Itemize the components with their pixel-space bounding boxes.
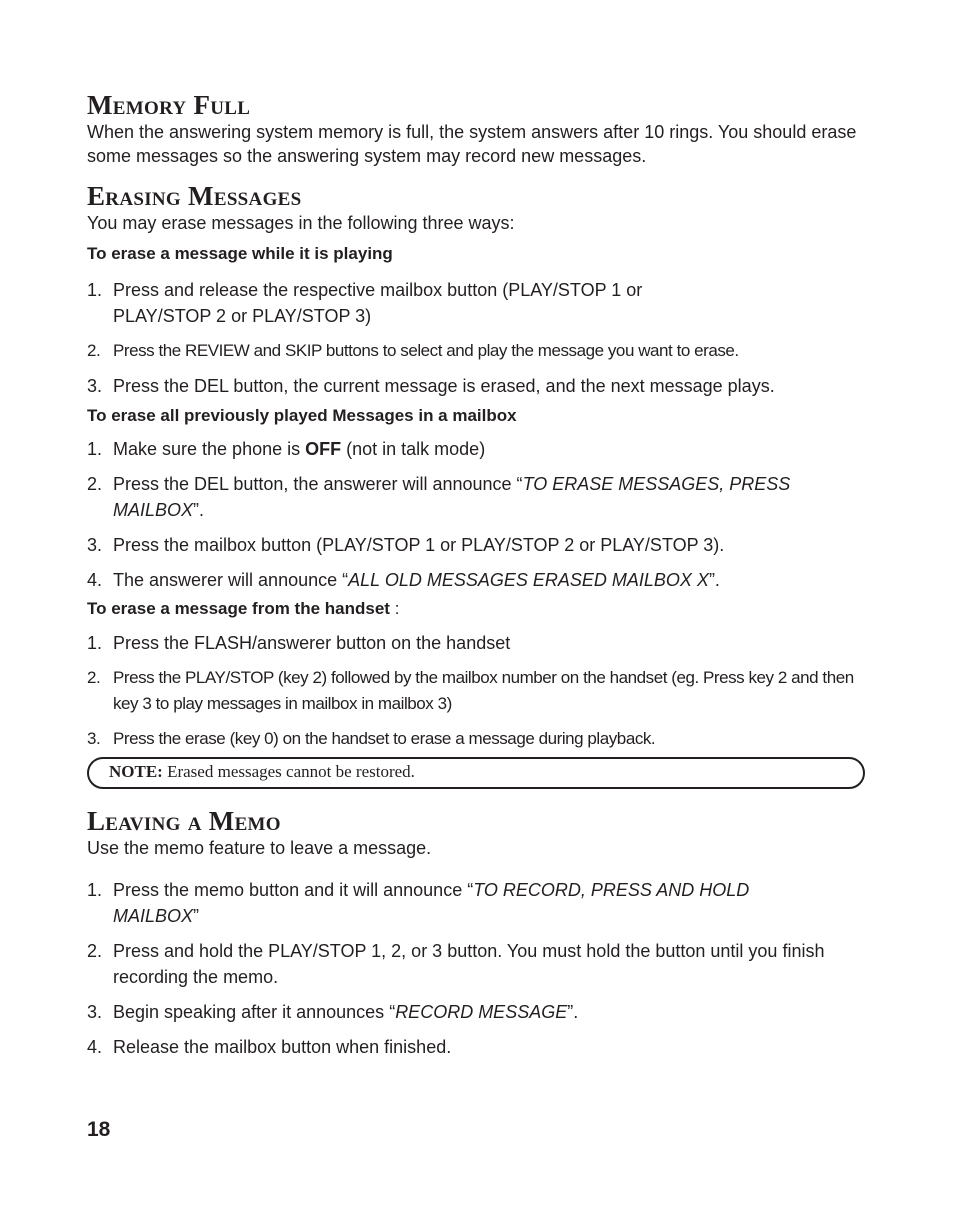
memory-full-heading: Memory Full <box>87 90 251 120</box>
list-item: 2. Press the DEL button, the answerer will announce “TO ERASE MESSAGES, PRESS MAILBOX”. <box>87 474 791 520</box>
note-text: Erased messages cannot be restored. <box>162 762 415 781</box>
erase-played-subheading: To erase all previously played Messages in a mailbox <box>87 406 517 425</box>
page-number: 18 <box>87 1118 111 1141</box>
erase-from-handset-subheading: To erase a message from the handset : <box>87 599 400 618</box>
list-item: 4. Release the mailbox button when finished. <box>87 1037 452 1057</box>
note-box <box>87 757 865 789</box>
list-item: 1. Press the FLASH/answerer button on the handset <box>87 633 511 653</box>
list-item: 3. Press the erase (key 0) on the handset to erase a message during playback. <box>87 729 656 748</box>
erasing-intro: You may erase messages in the following three ways: <box>87 213 515 233</box>
note-label: NOTE: <box>109 762 163 781</box>
list-item: 1. Make sure the phone is OFF (not in talk mode) <box>87 439 486 459</box>
list-item: 2. Press the REVIEW and SKIP buttons to select and play the message you want to erase. <box>87 341 739 360</box>
page-content <box>87 90 867 1060</box>
list-item: 3. Begin speaking after it announces “RECORD MESSAGE”. <box>87 1002 579 1022</box>
memo-intro: Use the memo feature to leave a message. <box>87 838 432 858</box>
memo-steps <box>87 877 867 1060</box>
erasing-messages-heading: Erasing Messages <box>87 181 302 211</box>
erase-played-steps <box>87 436 867 593</box>
list-item: 3. Press the DEL button, the current message is erased, and the next message plays. <box>87 376 775 396</box>
erase-while-playing-subheading: To erase a message while it is playing <box>87 244 393 263</box>
list-item: 3. Press the mailbox button (PLAY/STOP 1 or PLAY/STOP 2 or PLAY/STOP 3). <box>87 535 725 555</box>
list-item: 1. Press the memo button and it will announce “TO RECORD, PRESS AND HOLD MAILBOX” <box>87 880 750 926</box>
list-item: 1. Press and release the respective mailbox button (PLAY/STOP 1 or PLAY/STOP 2 or PLAY/STOP 3) <box>87 280 643 326</box>
list-item: 2. Press and hold the PLAY/STOP 1, 2, or 3 button. You must hold the button until you finish recording the memo. <box>87 941 825 987</box>
list-item: 4. The answerer will announce “ALL OLD MESSAGES ERASED MAILBOX X”. <box>87 570 720 590</box>
erase-from-handset-steps <box>87 630 867 752</box>
erase-while-playing-steps <box>87 277 867 399</box>
memory-full-text: When the answering system memory is full, the system answers after 10 rings. You should erase some messages so the answering system may record new messages. <box>87 122 857 166</box>
leaving-memo-heading: Leaving a Memo <box>87 806 281 836</box>
list-item: 2. Press the PLAY/STOP (key 2) followed by the mailbox number on the handset (eg. Press key 2 and then key 3 to play messages in mailbox in mailbox 3) <box>87 668 854 713</box>
